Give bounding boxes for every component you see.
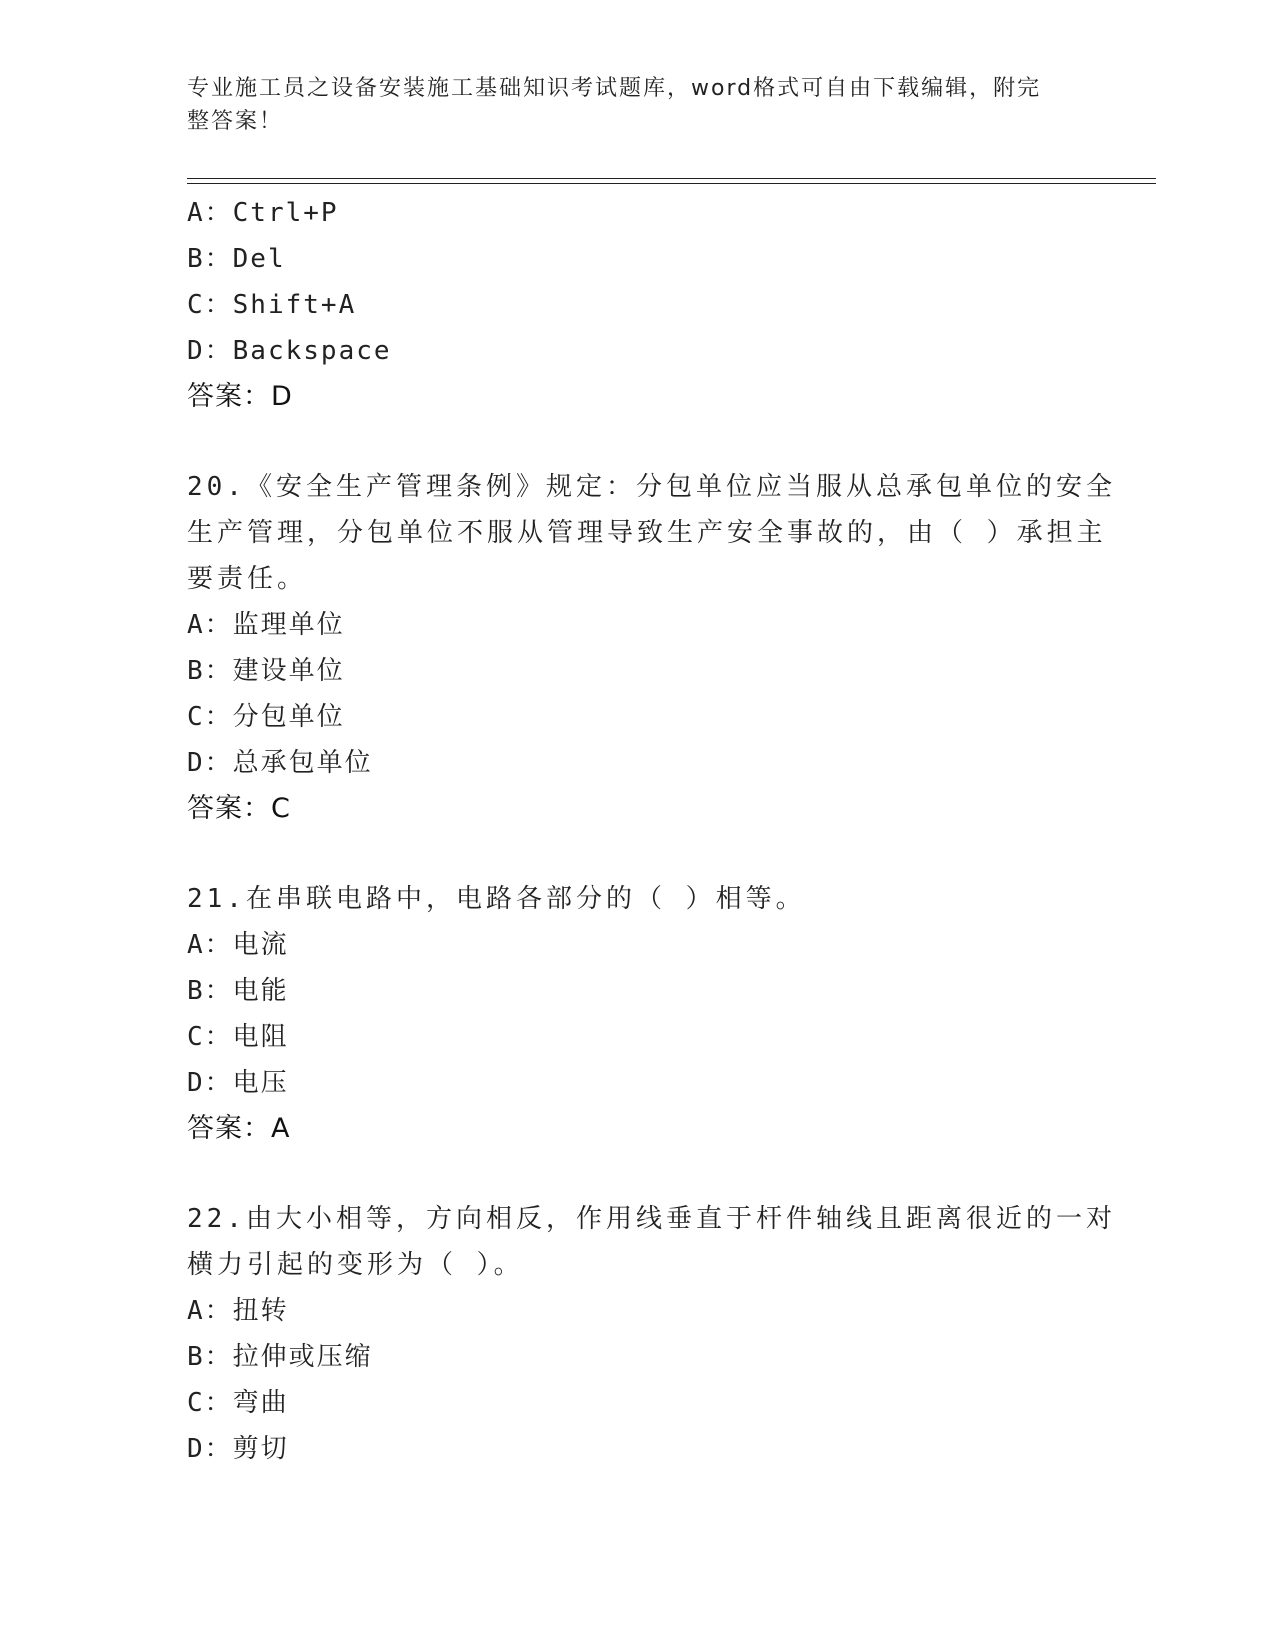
spacer bbox=[187, 1152, 1087, 1196]
document-header bbox=[187, 72, 1067, 138]
question-list bbox=[187, 190, 1116, 1472]
option-a: A：监理单位 bbox=[187, 610, 345, 640]
header-divider-bottom bbox=[187, 183, 1156, 184]
question-21 bbox=[187, 876, 1087, 1152]
option-d: D：剪切 bbox=[187, 1434, 289, 1464]
option-d: D：电压 bbox=[187, 1068, 289, 1098]
answer-label: 答案：A bbox=[187, 1113, 291, 1144]
header-line-1: 专业施工员之设备安装施工基础知识考试题库，word格式可自由下载编辑，附完 bbox=[187, 76, 1042, 101]
question-text-line: 21.在串联电路中，电路各部分的（ ）相等。 bbox=[187, 884, 806, 914]
question-20 bbox=[187, 464, 1116, 832]
question-text-line: 22.由大小相等，方向相反，作用线垂直于杆件轴线且距离很近的一对 bbox=[187, 1204, 1116, 1234]
question-19 bbox=[187, 190, 1087, 420]
option-b: B：建设单位 bbox=[187, 656, 345, 686]
option-c: C：电阻 bbox=[187, 1022, 289, 1052]
option-c: C：Shift+A bbox=[187, 290, 357, 320]
question-text-line: 生产管理，分包单位不服从管理导致生产安全事故的，由（ ）承担主 bbox=[187, 518, 1107, 548]
question-text-line: 要责任。 bbox=[187, 564, 308, 594]
answer-label: 答案：D bbox=[187, 381, 293, 412]
option-d: D：总承包单位 bbox=[187, 748, 373, 778]
question-text-line: 20.《安全生产管理条例》规定：分包单位应当服从总承包单位的安全 bbox=[187, 472, 1116, 502]
question-text-line: 横力引起的变形为（ ）。 bbox=[187, 1250, 524, 1280]
question-22 bbox=[187, 1196, 1116, 1472]
option-b: B：拉伸或压缩 bbox=[187, 1342, 373, 1372]
spacer bbox=[187, 832, 1087, 876]
spacer bbox=[187, 420, 1087, 464]
option-b: B：Del bbox=[187, 244, 286, 274]
option-c: C：弯曲 bbox=[187, 1388, 289, 1418]
option-c: C：分包单位 bbox=[187, 702, 345, 732]
option-b: B：电能 bbox=[187, 976, 289, 1006]
answer-label: 答案：C bbox=[187, 793, 291, 824]
option-d: D：Backspace bbox=[187, 336, 392, 366]
option-a: A：扭转 bbox=[187, 1296, 289, 1326]
header-divider-top bbox=[187, 178, 1156, 179]
header-line-2: 整答案！ bbox=[187, 109, 284, 134]
option-a: A：Ctrl+P bbox=[187, 198, 339, 228]
option-a: A：电流 bbox=[187, 930, 289, 960]
